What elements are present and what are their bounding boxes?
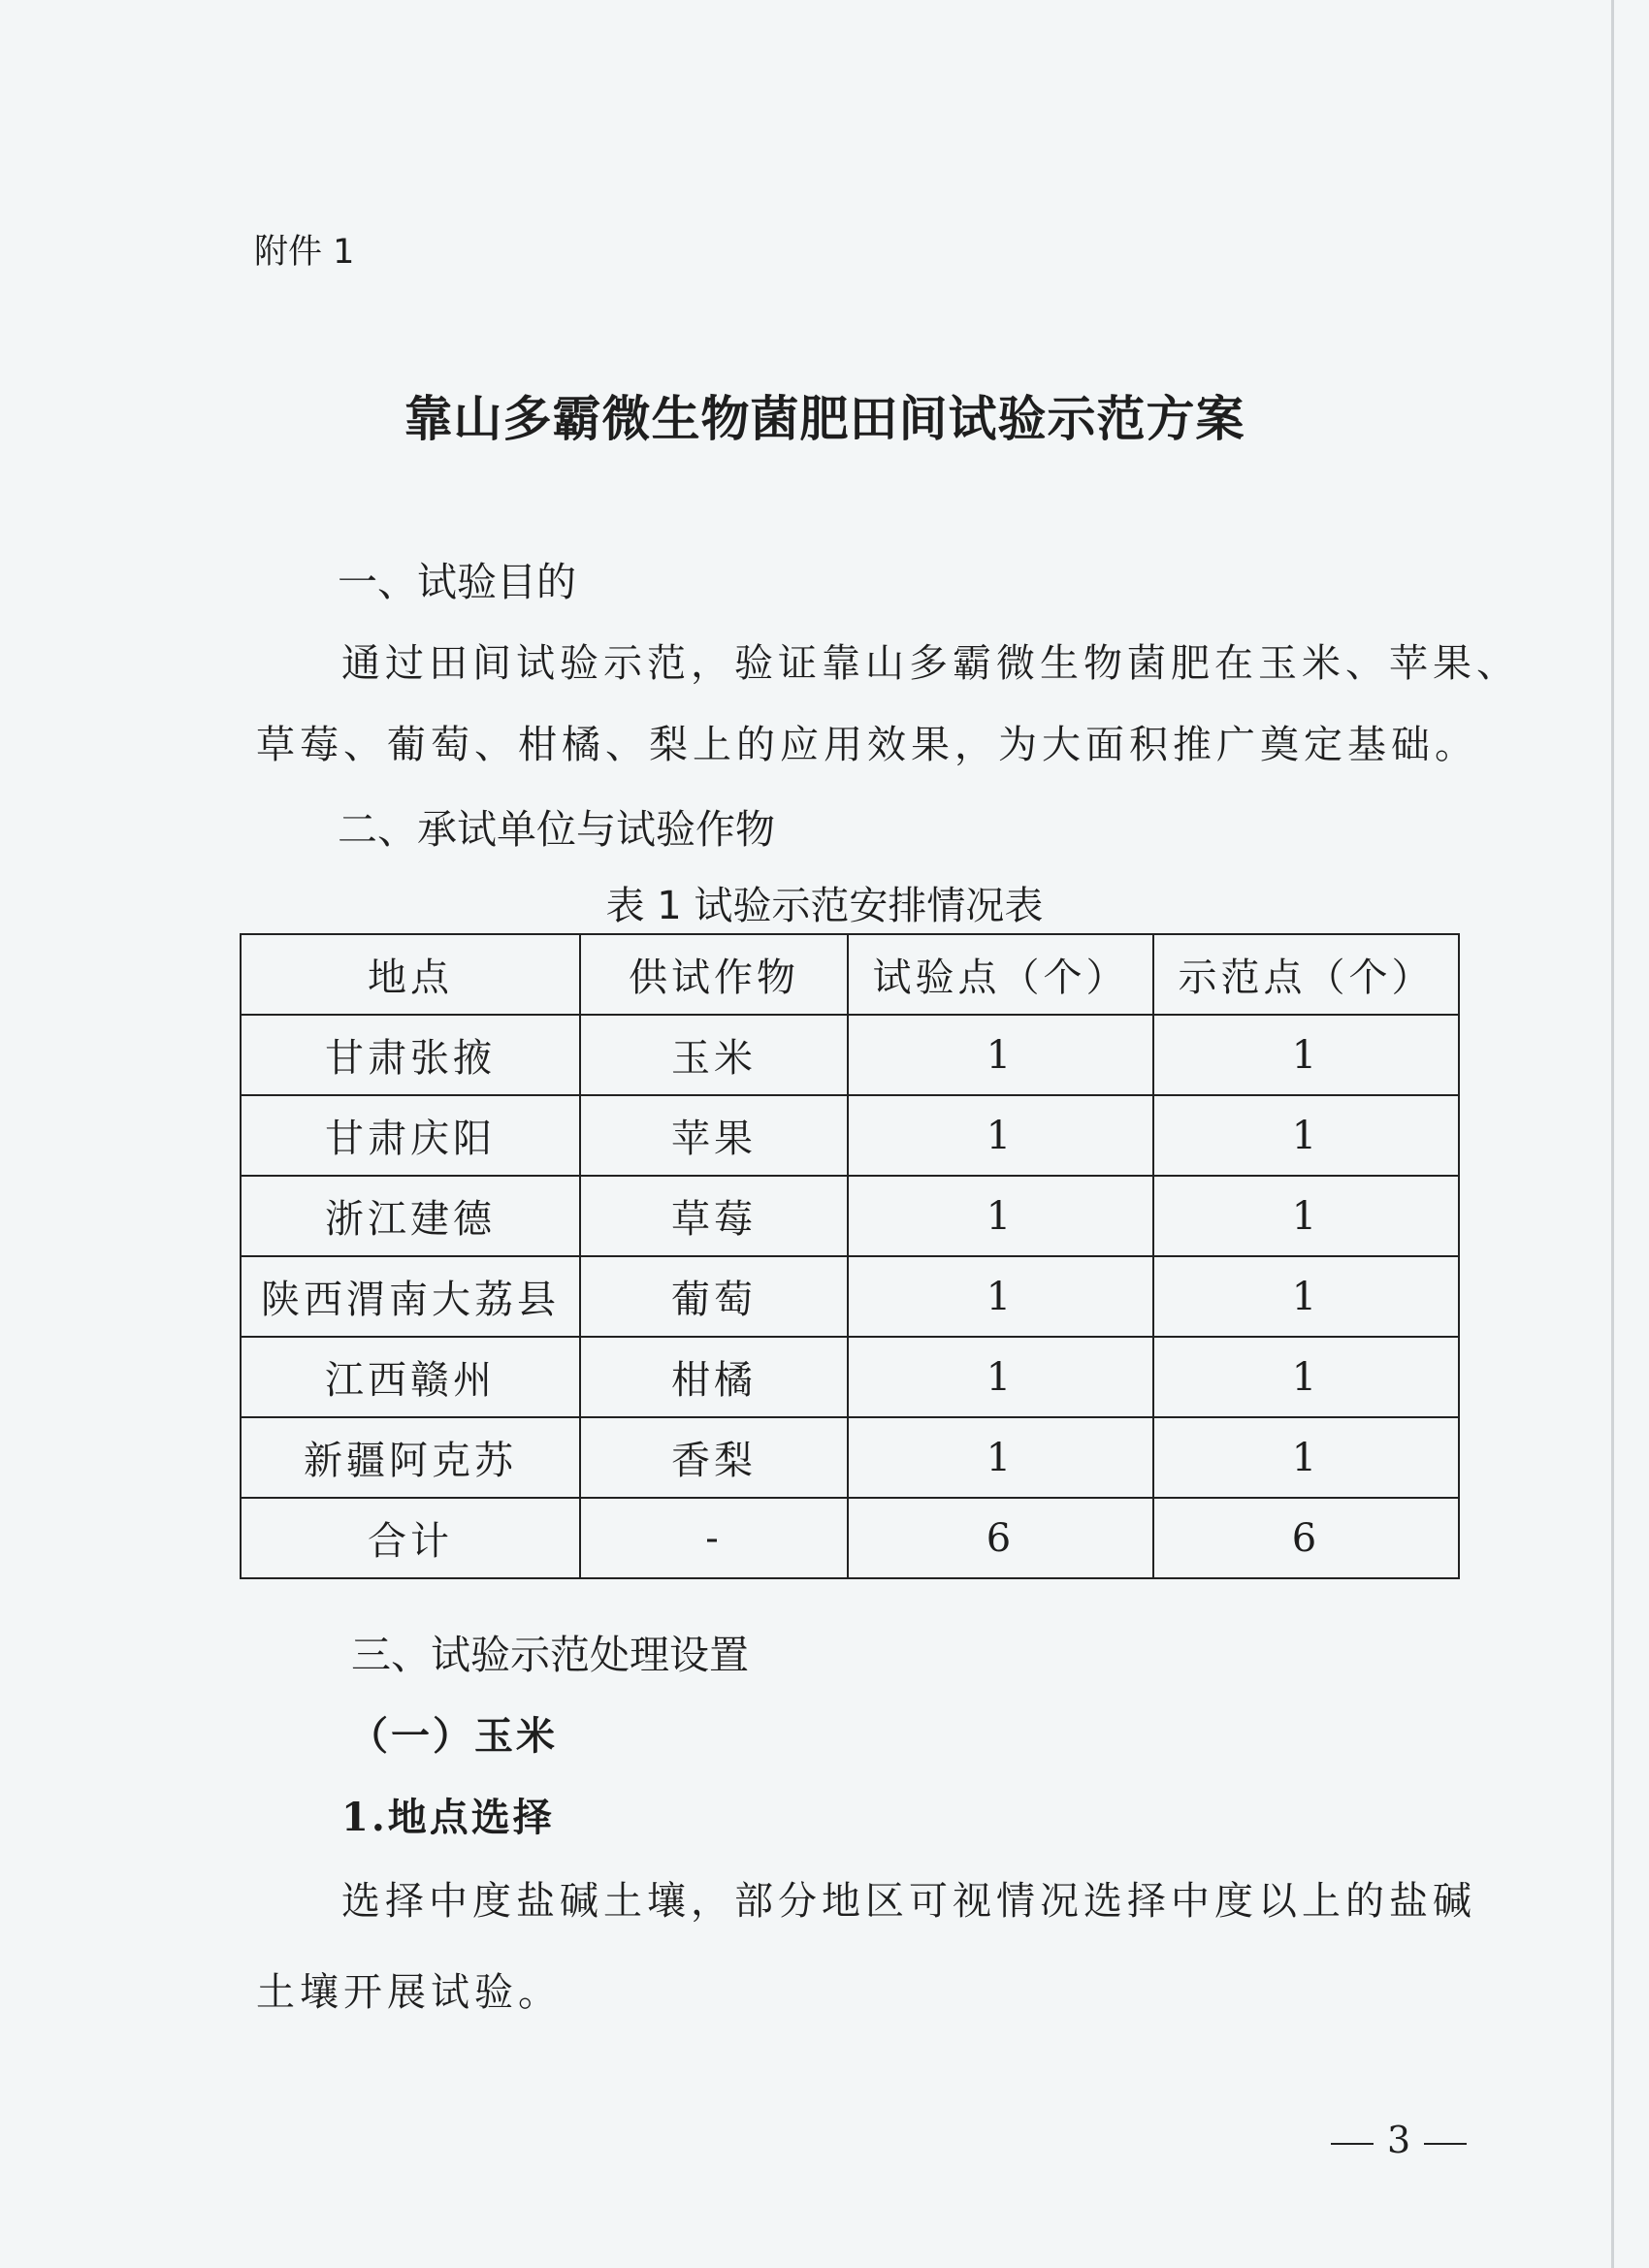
table-total-row (241, 1498, 1459, 1578)
cell-location: 陕西渭南大荔县 (241, 1256, 580, 1337)
cell-crop: 香梨 (580, 1417, 848, 1498)
table-header-row (241, 934, 1459, 1015)
cell-location: 江西赣州 (241, 1337, 580, 1417)
cell-demo-sites: 1 (1153, 1015, 1459, 1095)
page-edge-shadow (1611, 0, 1614, 2268)
arrangement-table (240, 933, 1460, 1579)
dash-left-icon (1331, 2143, 1374, 2145)
section-3-heading: 三、试验示范处理设置 (351, 1632, 749, 1678)
header-crop: 供试作物 (580, 934, 848, 1015)
section-1-paragraph-line-1: 通过田间试验示范，验证靠山多霸微生物菌肥在玉米、苹果、 (341, 641, 1520, 686)
page-number: 3 (1387, 2119, 1411, 2161)
section-2-heading: 二、承试单位与试验作物 (338, 806, 775, 853)
table-row (241, 1095, 1459, 1176)
cell-total-trial-sites: 6 (848, 1498, 1153, 1578)
cell-demo-sites: 1 (1153, 1417, 1459, 1498)
cell-trial-sites: 1 (848, 1256, 1153, 1337)
dash-right-icon (1424, 2143, 1467, 2145)
section-3-paragraph-line-2: 土壤开展试验。 (256, 1970, 562, 2015)
table-row (241, 1176, 1459, 1256)
cell-demo-sites: 1 (1153, 1256, 1459, 1337)
table-row (241, 1417, 1459, 1498)
page-number-footer (1317, 2119, 1480, 2161)
attachment-label: 附件 1 (254, 233, 355, 272)
header-location: 地点 (241, 934, 580, 1015)
cell-location: 甘肃庆阳 (241, 1095, 580, 1176)
cell-trial-sites: 1 (848, 1417, 1153, 1498)
document-title: 靠山多霸微生物菌肥田间试验示范方案 (404, 390, 1245, 447)
table-row (241, 1256, 1459, 1337)
table-row (241, 1337, 1459, 1417)
cell-location: 新疆阿克苏 (241, 1417, 580, 1498)
cell-trial-sites: 1 (848, 1095, 1153, 1176)
cell-trial-sites: 1 (848, 1337, 1153, 1417)
section-3-paragraph-line-1: 选择中度盐碱土壤，部分地区可视情况选择中度以上的盐碱 (341, 1879, 1476, 1924)
cell-demo-sites: 1 (1153, 1176, 1459, 1256)
cell-location: 甘肃张掖 (241, 1015, 580, 1095)
cell-crop: 玉米 (580, 1015, 848, 1095)
header-demo-sites: 示范点（个） (1153, 934, 1459, 1015)
cell-total-crop: - (580, 1498, 848, 1578)
item-site-selection-heading: 1.地点选择 (341, 1795, 555, 1840)
cell-trial-sites: 1 (848, 1015, 1153, 1095)
cell-demo-sites: 1 (1153, 1095, 1459, 1176)
table-row (241, 1015, 1459, 1095)
section-1-heading: 一、试验目的 (338, 559, 576, 605)
cell-trial-sites: 1 (848, 1176, 1153, 1256)
cell-location: 浙江建德 (241, 1176, 580, 1256)
cell-total-demo-sites: 6 (1153, 1498, 1459, 1578)
cell-crop: 苹果 (580, 1095, 848, 1176)
cell-crop: 柑橘 (580, 1337, 848, 1417)
subsection-corn-heading: （一）玉米 (349, 1713, 558, 1759)
cell-crop: 葡萄 (580, 1256, 848, 1337)
section-1-paragraph-line-2: 草莓、葡萄、柑橘、梨上的应用效果，为大面积推广奠定基础。 (256, 723, 1478, 767)
header-trial-sites: 试验点（个） (848, 934, 1153, 1015)
cell-total-label: 合计 (241, 1498, 580, 1578)
cell-demo-sites: 1 (1153, 1337, 1459, 1417)
table-caption: 表 1 试验示范安排情况表 (605, 884, 1044, 928)
cell-crop: 草莓 (580, 1176, 848, 1256)
